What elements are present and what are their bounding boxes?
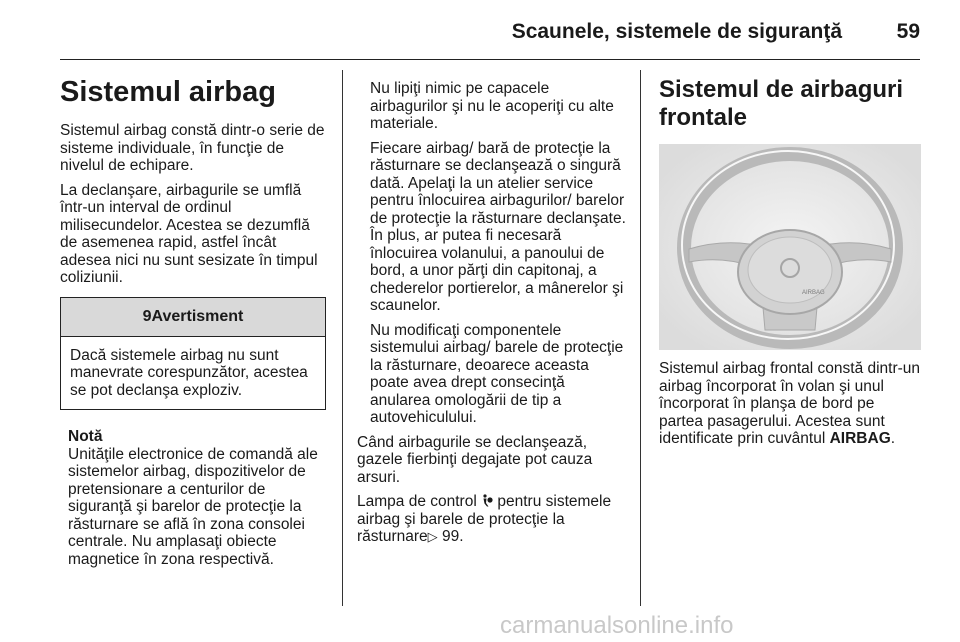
page-header: [60, 18, 920, 58]
warning-title: Avertisment: [151, 307, 244, 325]
text-fragment: pentru sistemele airbag şi barele de protecţie la răsturnare: [357, 493, 612, 545]
column-1: [60, 70, 326, 568]
steering-wheel-icon: [659, 144, 921, 350]
column-divider-2: [640, 70, 641, 606]
warning-text: Dacă sistemele airbag nu sunt manevrate corespunzător, acestea se pot declanşa exploziv.: [70, 346, 308, 399]
column-2: [357, 80, 629, 553]
warning-header: [61, 298, 325, 337]
steering-wheel-figure: [659, 144, 921, 350]
text-fragment: Lampa de control: [357, 493, 482, 510]
page-number: 59: [896, 20, 920, 43]
deployment-paragraph: La declanşare, airbagurile se umflă într-un interval de ordinul milisecundelor. Acestea se dezumflă de asemenea rapid, astfel încât adesea nici nu sunt sesizate în timpul coliziunii.: [60, 181, 318, 286]
bullet-item: Nu lipiţi nimic pe capacele airbagurilor şi nu le acoperiţi cu alte materiale.: [370, 80, 614, 132]
column-3: [659, 70, 921, 455]
watermark-footer: carmanualsonline.info: [500, 612, 734, 639]
airbag-warning-icon: [481, 494, 493, 507]
bullet-item: Nu modificaţi componentele sistemului airbag/ barele de protecţie la răsturnare, deoarece aceasta poate avea drept consecinţă anularea omologării de tip a autovehiculului.: [370, 321, 624, 426]
figure-airbag-label: AIRBAG: [802, 290, 825, 296]
text-fragment: .: [890, 430, 896, 447]
header-title: Scaunele, sistemele de siguranţă: [511, 20, 842, 43]
bullet-item: Fiecare airbag/ bară de protecţie la răsturnare se declanşează o singură dată. Apelaţi la un atelier service pentru înlocuirea airbagurilor/ barelor de protecţie la răsturnare declanşate. În plus, ar putea fi necesară înlocuirea volanului, a panoului de bord, a unor părţi din capitonaj, a chederelor portierelor, a mânerelor şi scaunelor.: [370, 139, 626, 314]
intro-paragraph: Sistemul airbag constă dintr-o serie de sisteme individuale, în funcţie de nivelul de echipare.: [60, 122, 325, 174]
note-text: Unităţile electronice de comandă ale sistemelor airbag, dispozitivelor de pretensionare a centurilor de siguranţă şi barelor de protecţie la răsturnare se află în zona consolei centrale. Nu amplasaţi obiecte magnetice în zona respectivă.: [68, 445, 318, 568]
note-block: [60, 428, 326, 568]
note-title: Notă: [68, 428, 103, 445]
airbag-word: AIRBAG: [829, 430, 891, 447]
header-rule: [60, 59, 920, 60]
text-fragment: Sistemul airbag frontal constă dintr-un airbag încorporat în volan şi unul încorporat în planşa de bord pe partea pasagerului. Acestea sunt identificate prin cuvântul: [659, 360, 921, 447]
column-divider-1: [342, 70, 343, 606]
burns-paragraph: Când airbagurile se declanşează, gazele fierbinţi degajate pot cauza arsuri.: [357, 433, 593, 486]
section-title-frontal-airbags: Sistemul de airbaguri frontale: [659, 76, 904, 131]
warning-symbol: 9: [142, 307, 152, 325]
control-lamp-paragraph: [357, 493, 629, 546]
frontal-airbag-paragraph: [659, 360, 921, 448]
section-title-airbag: Sistemul airbag: [60, 76, 276, 108]
warning-box: [60, 297, 326, 411]
page-reference-icon: ▷: [427, 529, 438, 544]
page-reference[interactable]: 99.: [437, 528, 464, 545]
